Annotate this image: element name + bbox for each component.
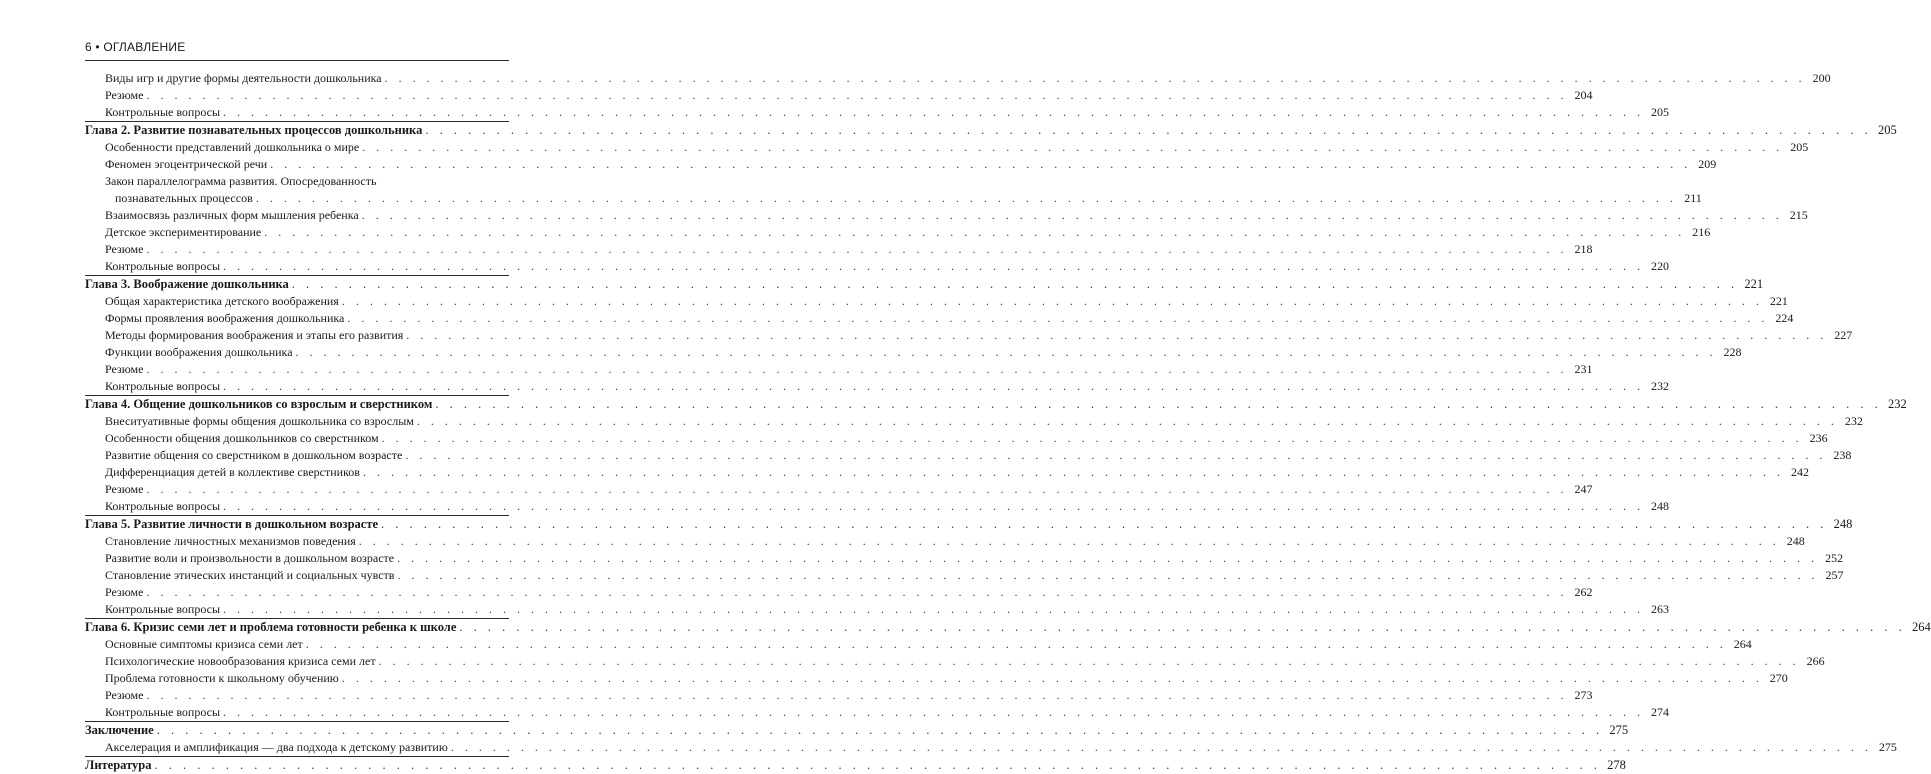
toc-section-entry[interactable]: [85, 378, 1670, 395]
toc-entry-page-number: 200: [1812, 71, 1831, 85]
toc-entry-page-number: 248: [1786, 534, 1805, 548]
dot-leader: [292, 276, 1738, 293]
header-divider: [85, 60, 509, 61]
dot-leader: [146, 241, 1567, 258]
toc-entry-page-number: 228: [1723, 345, 1742, 359]
toc-entry-page-number: 211: [1684, 191, 1702, 205]
dot-leader: [223, 258, 1644, 275]
dot-leader: [362, 207, 1783, 224]
toc-chapter-entry[interactable]: [85, 276, 1764, 293]
toc-section-entry[interactable]: [85, 87, 1593, 104]
table-of-contents: [85, 70, 1931, 774]
toc-section-entry[interactable]: [85, 293, 1788, 310]
dot-leader: [359, 533, 1780, 550]
dot-leader: [342, 670, 1763, 687]
toc-section-entry[interactable]: [85, 636, 1752, 653]
toc-entry-title: Психологические новообразования кризиса семи лет: [105, 654, 376, 668]
toc-section-entry[interactable]: [85, 447, 1852, 464]
toc-entry-title: Развитие воли и произвольности в дошкольном возрасте: [105, 551, 395, 565]
toc-entry-title: Особенности общения дошкольников со сверстником: [105, 431, 379, 445]
toc-entry-page-number: 242: [1790, 465, 1809, 479]
dot-leader: [146, 481, 1567, 498]
toc-section-entry[interactable]: [85, 584, 1593, 601]
toc-entry-title: Особенности представлений дошкольника о мире: [105, 140, 360, 154]
toc-entry-page-number: 275: [1878, 740, 1897, 754]
toc-entry-title: Заключение: [85, 723, 154, 737]
toc-entry-title: Глава 2. Развитие познавательных процессов дошкольника: [85, 123, 423, 137]
toc-section-entry[interactable]: [85, 704, 1670, 721]
toc-entry-page-number: 274: [1651, 705, 1670, 719]
dot-leader: [146, 687, 1567, 704]
dot-leader: [385, 70, 1806, 87]
dot-leader: [451, 739, 1872, 756]
toc-section-entry[interactable]: [85, 687, 1593, 704]
toc-section-entry[interactable]: [85, 653, 1825, 670]
toc-entry-page-number: 238: [1833, 448, 1852, 462]
dot-leader: [397, 567, 1818, 584]
toc-section-entry[interactable]: [85, 498, 1670, 515]
toc-entry-title: Резюме: [105, 585, 144, 599]
dot-leader: [306, 636, 1727, 653]
dot-leader: [155, 757, 1601, 774]
dot-leader: [223, 378, 1644, 395]
toc-section-entry[interactable]: [85, 430, 1828, 447]
toc-section-entry[interactable]: [85, 139, 1809, 156]
toc-entry-title: Дифференциация детей в коллективе сверстников: [105, 465, 360, 479]
dot-leader: [256, 190, 1677, 207]
toc-entry-page-number: 275: [1609, 723, 1629, 737]
toc-entry-page-number: 216: [1692, 225, 1711, 239]
toc-entry-page-number: 205: [1877, 123, 1897, 137]
toc-entry-title: Резюме: [105, 482, 144, 496]
toc-entry-page-number: 232: [1651, 379, 1670, 393]
toc-entry-page-number: 263: [1651, 602, 1670, 616]
dot-leader: [382, 430, 1803, 447]
dot-leader: [157, 722, 1603, 739]
toc-entry-title: Резюме: [105, 242, 144, 256]
toc-entry-page-number: 209: [1698, 157, 1717, 171]
page-header: [85, 40, 509, 54]
toc-chapter-entry[interactable]: [85, 122, 1897, 139]
toc-entry-page-number: 205: [1651, 105, 1670, 119]
toc-chapter-entry[interactable]: [85, 619, 1931, 636]
toc-entry-page-number: 264: [1733, 637, 1752, 651]
toc-entry-title: Внеситуативные формы общения дошкольника со взрослым: [105, 414, 414, 428]
dot-leader: [406, 327, 1827, 344]
dot-leader: [270, 156, 1691, 173]
toc-section-entry[interactable]: [85, 481, 1593, 498]
toc-entry-page-number: 218: [1574, 242, 1593, 256]
toc-section-entry[interactable]: [85, 224, 1711, 241]
dot-leader: [342, 293, 1763, 310]
toc-entry-page-number: 236: [1809, 431, 1828, 445]
toc-entry-title: Глава 6. Кризис семи лет и проблема готовности ребенка к школе: [85, 620, 457, 634]
toc-entry-title: Резюме: [105, 688, 144, 702]
toc-entry-title: Феномен эгоцентрической речи: [105, 157, 268, 171]
toc-section-entry[interactable]: [85, 310, 1794, 327]
toc-entry-title: Контрольные вопросы: [105, 705, 221, 719]
toc-entry-title: Функции воображения дошкольника: [105, 345, 293, 359]
toc-entry-page-number: 248: [1651, 499, 1670, 513]
dot-leader: [425, 122, 1871, 139]
toc-entry-title: Формы проявления воображения дошкольника: [105, 311, 345, 325]
toc-section-entry[interactable]: [85, 533, 1805, 550]
toc-entry-title-line1: Закон параллелограмма развития. Опосредованность: [105, 174, 377, 188]
toc-entry-title: Становление личностных механизмов поведения: [105, 534, 356, 548]
toc-entry-page-number: 252: [1825, 551, 1844, 565]
toc-entry-title: Литература: [85, 758, 152, 772]
dot-leader: [459, 619, 1905, 636]
header-page-number: 6: [85, 40, 92, 54]
toc-entry-page-number: 220: [1651, 259, 1670, 273]
toc-entry-page-number: 232: [1844, 414, 1863, 428]
toc-entry-title: Основные симптомы кризиса семи лет: [105, 637, 303, 651]
toc-section-entry[interactable]: [85, 70, 1831, 87]
toc-section-entry[interactable]: [85, 207, 1808, 224]
toc-entry-page-number: 221: [1744, 277, 1764, 291]
toc-entry-page-number: 232: [1887, 397, 1907, 411]
toc-section-entry[interactable]: [85, 173, 1702, 207]
dot-leader: [405, 447, 1826, 464]
toc-section-entry[interactable]: [85, 258, 1670, 275]
dot-leader: [223, 104, 1644, 121]
toc-entry-title: Развитие общения со сверстником в дошкольном возрасте: [105, 448, 403, 462]
toc-chapter-entry[interactable]: [85, 722, 1629, 739]
toc-entry-page-number: 224: [1775, 311, 1794, 325]
dot-leader: [363, 464, 1784, 481]
toc-entry-page-number: 247: [1574, 482, 1593, 496]
dot-leader: [146, 361, 1567, 378]
toc-entry-title: Контрольные вопросы: [105, 379, 221, 393]
toc-entry-page-number: 221: [1769, 294, 1788, 308]
toc-entry-title: Контрольные вопросы: [105, 259, 221, 273]
toc-section-entry[interactable]: [85, 361, 1593, 378]
toc-entry-title: Акселерация и амплификация — два подхода к детскому развитию: [105, 740, 448, 754]
toc-section-entry[interactable]: [85, 550, 1844, 567]
toc-chapter-entry[interactable]: [85, 757, 1626, 774]
toc-entry-title: Общая характеристика детского воображения: [105, 294, 339, 308]
toc-entry-page-number: 262: [1574, 585, 1593, 599]
toc-entry-page-number: 273: [1574, 688, 1593, 702]
toc-entry-page-number: 257: [1825, 568, 1844, 582]
dot-leader: [381, 516, 1827, 533]
dot-leader: [223, 601, 1644, 618]
dot-leader: [397, 550, 1818, 567]
toc-section-entry[interactable]: [85, 464, 1809, 481]
toc-section-entry[interactable]: [85, 344, 1742, 361]
toc-section-entry[interactable]: [85, 601, 1670, 618]
toc-entry-page-number: 264: [1912, 620, 1931, 634]
toc-entry-title: Методы формирования воображения и этапы его развития: [105, 328, 404, 342]
dot-leader: [146, 87, 1567, 104]
toc-entry-title: Контрольные вопросы: [105, 105, 221, 119]
toc-chapter-entry[interactable]: [85, 516, 1853, 533]
toc-entry-title: Резюме: [105, 88, 144, 102]
toc-section-entry[interactable]: [85, 156, 1717, 173]
toc-entry-page-number: 270: [1769, 671, 1788, 685]
toc-entry-page-number: 278: [1607, 758, 1626, 772]
toc-entry-page-number: 205: [1790, 140, 1809, 154]
header-bullet: •: [95, 40, 100, 54]
toc-entry-title: Взаимосвязь различных форм мышления ребенка: [105, 208, 359, 222]
toc-entry-page-number: 266: [1806, 654, 1825, 668]
toc-entry-page-number: 227: [1834, 328, 1853, 342]
header-title: ОГЛАВЛЕНИЕ: [103, 40, 186, 54]
dot-leader: [379, 653, 1800, 670]
dot-leader: [417, 413, 1838, 430]
toc-entry-title: Виды игр и другие формы деятельности дошкольника: [105, 71, 382, 85]
dot-leader: [347, 310, 1768, 327]
toc-entry-title: познавательных процессов: [115, 191, 253, 205]
dot-leader: [435, 396, 1881, 413]
toc-section-entry[interactable]: [85, 104, 1670, 121]
toc-section-entry[interactable]: [85, 670, 1788, 687]
toc-section-entry[interactable]: [85, 413, 1863, 430]
toc-entry-page-number: 248: [1833, 517, 1853, 531]
toc-entry-title: Резюме: [105, 362, 144, 376]
toc-section-entry[interactable]: [85, 739, 1897, 756]
dot-leader: [223, 498, 1644, 515]
toc-entry-title: Проблема готовности к школьному обучению: [105, 671, 339, 685]
dot-leader: [223, 704, 1644, 721]
toc-section-entry[interactable]: [85, 567, 1844, 584]
toc-chapter-entry[interactable]: [85, 396, 1907, 413]
toc-entry-title: Глава 5. Развитие личности в дошкольном возрасте: [85, 517, 379, 531]
toc-entry-title: Становление этических инстанций и социальных чувств: [105, 568, 395, 582]
toc-entry-title: Контрольные вопросы: [105, 499, 221, 513]
toc-entry-title: Детское экспериментирование: [105, 225, 262, 239]
toc-entry-page-number: 231: [1574, 362, 1593, 376]
dot-leader: [362, 139, 1783, 156]
dot-leader: [146, 584, 1567, 601]
toc-entry-title: Контрольные вопросы: [105, 602, 221, 616]
toc-entry-title: Глава 4. Общение дошкольников со взрослым и сверстником: [85, 397, 433, 411]
toc-entry-page-number: 215: [1789, 208, 1808, 222]
dot-leader: [296, 344, 1717, 361]
dot-leader: [264, 224, 1685, 241]
toc-section-entry[interactable]: [85, 327, 1853, 344]
toc-entry-page-number: 204: [1574, 88, 1593, 102]
toc-entry-title: Глава 3. Воображение дошкольника: [85, 277, 289, 291]
toc-section-entry[interactable]: [85, 241, 1593, 258]
